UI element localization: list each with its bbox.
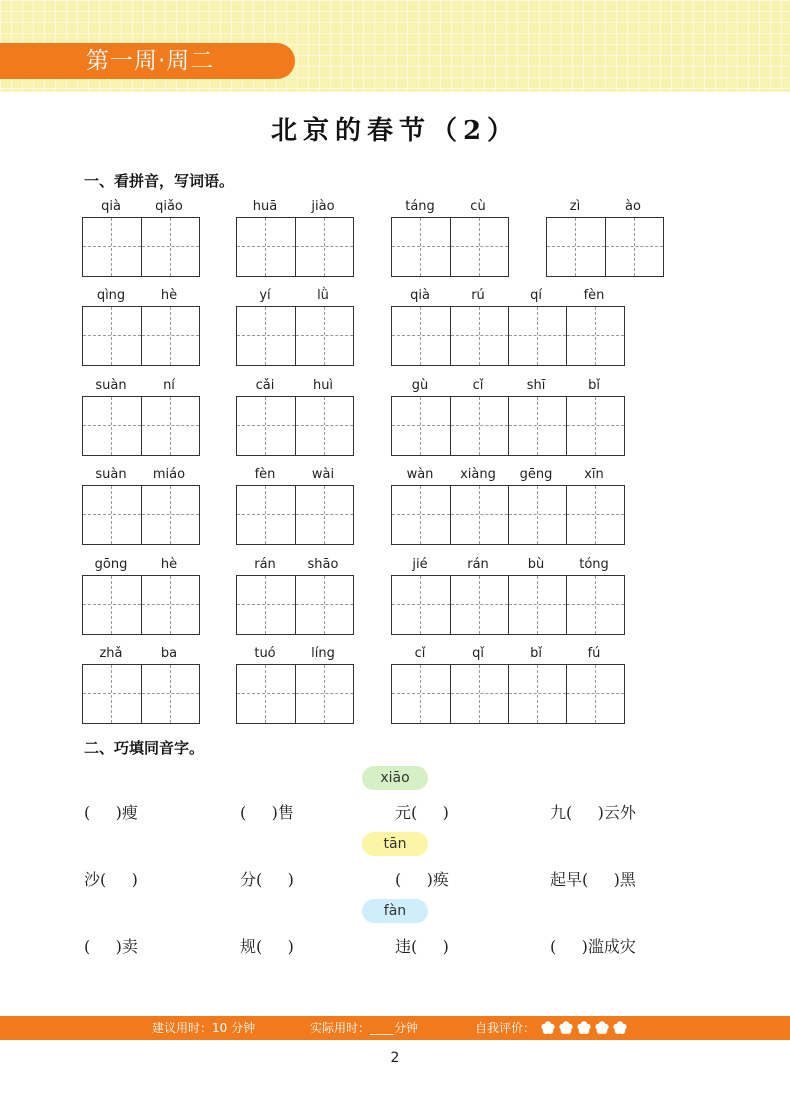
- fill-blank-item[interactable]: 规( ): [240, 937, 294, 956]
- pinyin-syllable: ba: [160, 646, 178, 661]
- tianzige-cell[interactable]: [392, 486, 450, 544]
- pinyin-pill: fàn: [362, 899, 428, 923]
- pinyin-syllable: hè: [160, 557, 178, 572]
- writing-boxes[interactable]: [391, 485, 625, 545]
- writing-boxes[interactable]: [236, 664, 354, 724]
- pinyin-syllable: rú: [471, 288, 485, 303]
- pinyin-syllable: yí: [259, 288, 271, 303]
- writing-boxes[interactable]: [391, 396, 625, 456]
- tianzige-cell[interactable]: [566, 397, 624, 455]
- fill-blank-item[interactable]: ( )卖: [84, 937, 138, 956]
- pinyin-syllable: jiào: [311, 199, 335, 214]
- word-group: [82, 376, 200, 456]
- pinyin-syllable: táng: [405, 199, 435, 214]
- writing-boxes[interactable]: [82, 306, 200, 366]
- fill-blank-item[interactable]: ( )痪: [395, 870, 449, 889]
- fill-blank-item[interactable]: 违( ): [395, 937, 449, 956]
- tianzige-cell[interactable]: [566, 307, 624, 365]
- tianzige-cell[interactable]: [566, 486, 624, 544]
- writing-boxes[interactable]: [391, 217, 509, 277]
- pinyin-syllable: bǐ: [530, 646, 542, 661]
- flower-icon[interactable]: [612, 1016, 628, 1040]
- pinyin-syllable: fú: [587, 646, 601, 661]
- tianzige-cell[interactable]: [295, 307, 353, 365]
- fill-blank-item[interactable]: ( )售: [240, 803, 294, 822]
- word-group: [546, 197, 664, 277]
- pinyin-syllable: fèn: [583, 288, 605, 303]
- pinyin-syllable: miáo: [152, 467, 186, 482]
- tianzige-cell[interactable]: [450, 576, 508, 634]
- week-day-tab: 第一周·周二: [0, 43, 295, 79]
- pinyin-syllable: cǎi: [255, 378, 275, 393]
- writing-boxes[interactable]: [82, 217, 200, 277]
- word-group: [236, 376, 354, 456]
- tianzige-cell[interactable]: [508, 486, 566, 544]
- tianzige-cell[interactable]: [237, 576, 295, 634]
- tianzige-cell[interactable]: [392, 397, 450, 455]
- pinyin-syllable: huì: [312, 378, 334, 393]
- tianzige-cell[interactable]: [141, 576, 199, 634]
- tianzige-cell[interactable]: [450, 486, 508, 544]
- writing-boxes[interactable]: [546, 217, 664, 277]
- tianzige-cell[interactable]: [237, 307, 295, 365]
- pinyin-syllable: tóng: [579, 557, 609, 572]
- word-group: [391, 376, 625, 456]
- pinyin-syllable: fèn: [254, 467, 276, 482]
- writing-boxes[interactable]: [82, 485, 200, 545]
- tianzige-cell[interactable]: [237, 218, 295, 276]
- pinyin-syllable: gù: [411, 378, 429, 393]
- tianzige-cell[interactable]: [83, 307, 141, 365]
- tianzige-cell[interactable]: [141, 486, 199, 544]
- tianzige-cell[interactable]: [392, 665, 450, 723]
- tianzige-cell[interactable]: [392, 576, 450, 634]
- section2-heading: 二、巧填同音字。: [84, 739, 205, 757]
- pinyin-syllable: shī: [526, 378, 546, 393]
- tianzige-cell[interactable]: [450, 307, 508, 365]
- flower-icon[interactable]: [558, 1016, 574, 1040]
- self-eval-flowers: [540, 1016, 628, 1040]
- tianzige-cell[interactable]: [508, 397, 566, 455]
- word-group: [82, 465, 200, 545]
- fill-blank-item[interactable]: ( )瘦: [84, 803, 138, 822]
- footer-bar: [0, 1016, 790, 1040]
- writing-boxes[interactable]: [82, 664, 200, 724]
- pinyin-syllable: qià: [101, 199, 121, 214]
- pinyin-syllable: qiǎo: [155, 199, 183, 214]
- pinyin-syllable: wàn: [406, 467, 434, 482]
- pinyin-syllable: suàn: [95, 378, 127, 393]
- tianzige-cell[interactable]: [547, 218, 605, 276]
- tianzige-cell[interactable]: [83, 486, 141, 544]
- tianzige-cell[interactable]: [141, 397, 199, 455]
- tianzige-cell[interactable]: [605, 218, 663, 276]
- tianzige-cell[interactable]: [141, 307, 199, 365]
- pinyin-syllable: tuó: [254, 646, 276, 661]
- tianzige-cell[interactable]: [450, 397, 508, 455]
- pinyin-syllable: xīn: [584, 467, 604, 482]
- pinyin-syllable: jié: [412, 557, 428, 572]
- tianzige-cell[interactable]: [508, 665, 566, 723]
- self-eval-label: 自我评价：: [475, 1021, 536, 1035]
- writing-boxes[interactable]: [391, 575, 625, 635]
- tianzige-cell[interactable]: [508, 576, 566, 634]
- section1-heading: 一、看拼音，写词语。: [84, 172, 235, 190]
- writing-boxes[interactable]: [236, 217, 354, 277]
- pinyin-syllable: qìng: [96, 288, 126, 303]
- writing-boxes[interactable]: [391, 664, 625, 724]
- tianzige-cell[interactable]: [450, 665, 508, 723]
- writing-boxes[interactable]: [236, 485, 354, 545]
- tianzige-cell[interactable]: [392, 218, 450, 276]
- tianzige-cell[interactable]: [295, 218, 353, 276]
- writing-boxes[interactable]: [236, 575, 354, 635]
- pinyin-syllable: cù: [470, 199, 486, 214]
- tianzige-cell[interactable]: [295, 665, 353, 723]
- tianzige-cell[interactable]: [566, 576, 624, 634]
- tianzige-cell[interactable]: [237, 665, 295, 723]
- writing-boxes[interactable]: [391, 306, 625, 366]
- word-group: [236, 465, 354, 545]
- word-group: [391, 465, 625, 545]
- word-group: [236, 286, 354, 366]
- pinyin-syllable: hè: [160, 288, 178, 303]
- actual-time: 实际用时：____分钟: [310, 1021, 419, 1035]
- tianzige-cell[interactable]: [141, 218, 199, 276]
- pinyin-pill: xiāo: [362, 766, 428, 790]
- flower-icon[interactable]: [540, 1016, 556, 1040]
- pinyin-syllable: lǜ: [317, 288, 329, 303]
- pinyin-syllable: qí: [530, 288, 542, 303]
- word-group: [236, 197, 354, 277]
- pinyin-syllable: suàn: [95, 467, 127, 482]
- word-group: [391, 644, 625, 724]
- fill-blank-item[interactable]: 元( ): [395, 803, 449, 822]
- flower-icon[interactable]: [576, 1016, 592, 1040]
- flower-icon[interactable]: [594, 1016, 610, 1040]
- tianzige-cell[interactable]: [295, 576, 353, 634]
- page-number: 2: [390, 1050, 400, 1066]
- pinyin-syllable: huā: [252, 199, 278, 214]
- word-group: [391, 555, 625, 635]
- word-group: [82, 644, 200, 724]
- tianzige-cell[interactable]: [450, 218, 508, 276]
- word-group: [82, 197, 200, 277]
- pinyin-syllable: bù: [527, 557, 545, 572]
- pinyin-syllable: gōng: [94, 557, 128, 572]
- pinyin-syllable: qià: [410, 288, 430, 303]
- writing-boxes[interactable]: [236, 306, 354, 366]
- pinyin-syllable: bǐ: [588, 378, 600, 393]
- tianzige-cell[interactable]: [83, 218, 141, 276]
- word-group: [82, 286, 200, 366]
- tianzige-cell[interactable]: [141, 665, 199, 723]
- pinyin-syllable: xiàng: [460, 467, 496, 482]
- pinyin-syllable: cǐ: [414, 646, 426, 661]
- fill-blank-item[interactable]: 分( ): [240, 870, 294, 889]
- tianzige-cell[interactable]: [83, 665, 141, 723]
- pinyin-pill: tān: [362, 832, 428, 856]
- suggested-time: 建议用时：10 分钟: [152, 1021, 256, 1035]
- tianzige-cell[interactable]: [392, 307, 450, 365]
- word-group: [391, 197, 509, 277]
- tianzige-cell[interactable]: [295, 397, 353, 455]
- pinyin-syllable: cǐ: [472, 378, 484, 393]
- pinyin-syllable: wài: [311, 467, 335, 482]
- pinyin-syllable: ào: [625, 199, 641, 214]
- pinyin-syllable: zhǎ: [99, 646, 123, 661]
- tianzige-cell[interactable]: [295, 486, 353, 544]
- pinyin-syllable: líng: [311, 646, 335, 661]
- tianzige-cell[interactable]: [508, 307, 566, 365]
- tianzige-cell[interactable]: [83, 397, 141, 455]
- fill-blank-item[interactable]: ( )滥成灾: [550, 937, 636, 956]
- fill-blank-item[interactable]: 起早( )黑: [550, 870, 636, 889]
- writing-boxes[interactable]: [82, 396, 200, 456]
- tianzige-cell[interactable]: [83, 576, 141, 634]
- fill-blank-item[interactable]: 九( )云外: [550, 803, 636, 822]
- word-group: [236, 555, 354, 635]
- page-title: 北京的春节（2）: [270, 116, 520, 146]
- pinyin-syllable: ní: [163, 378, 175, 393]
- pinyin-syllable: rán: [254, 557, 276, 572]
- tianzige-cell[interactable]: [566, 665, 624, 723]
- word-group: [82, 555, 200, 635]
- pinyin-syllable: zì: [569, 199, 581, 214]
- writing-boxes[interactable]: [82, 575, 200, 635]
- word-group: [236, 644, 354, 724]
- writing-boxes[interactable]: [236, 396, 354, 456]
- tianzige-cell[interactable]: [237, 486, 295, 544]
- pinyin-syllable: rán: [467, 557, 489, 572]
- pinyin-syllable: qǐ: [472, 646, 484, 661]
- word-group: [391, 286, 625, 366]
- tianzige-cell[interactable]: [237, 397, 295, 455]
- fill-blank-item[interactable]: 沙( ): [84, 870, 138, 889]
- pinyin-syllable: shāo: [307, 557, 339, 572]
- pinyin-syllable: gēng: [519, 467, 553, 482]
